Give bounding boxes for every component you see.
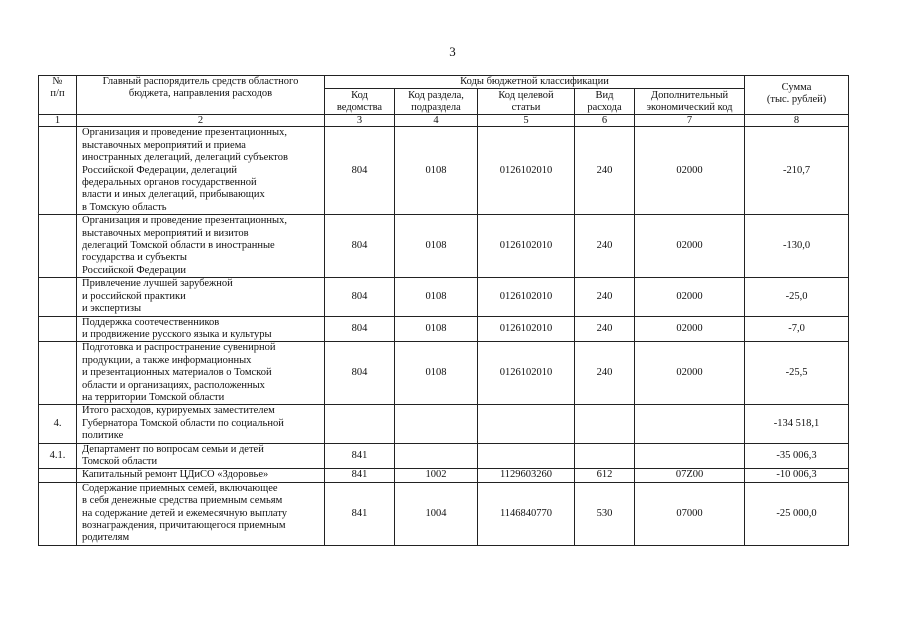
row-description-line: делегаций Томской области в иностранные <box>82 240 275 252</box>
row-razdel: 1004 <box>395 482 478 545</box>
row-dop: 07Z00 <box>635 469 745 482</box>
row-description-line: вознаграждения, причитающегося приемным <box>82 520 286 531</box>
row-description <box>77 278 325 316</box>
row-description-line: и продвижение русского языка и культуры <box>82 328 272 340</box>
row-dop <box>635 405 745 443</box>
header-razdel-line2: подраздела <box>411 101 461 113</box>
row-statya: 0126102010 <box>478 316 575 342</box>
row-sum: -10 006,3 <box>745 469 849 482</box>
row-sum: -25 000,0 <box>745 482 849 545</box>
row-sum: -25,5 <box>745 342 849 405</box>
row-statya: 1146840770 <box>478 482 575 545</box>
row-dop: 02000 <box>635 342 745 405</box>
row-description-line: продукции, а также информационных <box>82 354 252 366</box>
row-statya: 0126102010 <box>478 215 575 278</box>
header-statya-line2: статьи <box>511 101 541 113</box>
row-statya <box>478 405 575 443</box>
row-vedomstvo: 804 <box>325 215 395 278</box>
column-number-3: 3 <box>325 115 395 127</box>
row-description <box>77 469 325 482</box>
header-vedomstvo-line1: Код <box>351 89 368 101</box>
row-description-line: политике <box>82 430 124 442</box>
row-dop: 02000 <box>635 215 745 278</box>
row-dop: 02000 <box>635 127 745 215</box>
row-vedomstvo: 804 <box>325 278 395 316</box>
row-number <box>39 215 77 278</box>
table-row <box>39 443 849 469</box>
row-vedomstvo: 804 <box>325 342 395 405</box>
row-vid <box>575 443 635 469</box>
row-razdel: 0108 <box>395 127 478 215</box>
row-dop: 02000 <box>635 278 745 316</box>
header-sum <box>745 76 849 115</box>
row-sum: -25,0 <box>745 278 849 316</box>
row-dop: 02000 <box>635 316 745 342</box>
column-number-6: 6 <box>575 115 635 127</box>
row-description-line: Капитальный ремонт ЦДиСО «Здоровье» <box>82 469 269 481</box>
header-vedomstvo-line2: ведомства <box>336 101 383 113</box>
header-codes-group: Коды бюджетной классификации <box>325 76 745 89</box>
row-description-line: и экспертизы <box>82 303 142 315</box>
row-statya: 1129603260 <box>478 469 575 482</box>
row-number <box>39 127 77 215</box>
header-vedomstvo <box>325 89 395 115</box>
row-sum: -210,7 <box>745 127 849 215</box>
row-description-line: Поддержка соотечественников <box>82 316 220 328</box>
row-description-line: выставочных мероприятий и визитов <box>82 227 249 239</box>
row-number <box>39 469 77 482</box>
row-description-line: Содержание приемных семей, включающее <box>82 482 278 494</box>
row-vid: 240 <box>575 278 635 316</box>
row-description-line: Губернатора Томской области по социальной <box>82 417 284 429</box>
row-vedomstvo: 841 <box>325 482 395 545</box>
row-number <box>39 342 77 405</box>
header-vid-line2: расхода <box>587 101 622 113</box>
header-main-line2: бюджета, направления расходов <box>128 88 273 100</box>
row-number: 4.1. <box>39 443 77 469</box>
row-description-line: выставочных мероприятий и приема <box>82 139 246 151</box>
row-description-line: Итого расходов, курируемых заместителем <box>82 405 275 417</box>
table-body <box>39 127 849 545</box>
row-description-line: Департамент по вопросам семьи и детей <box>82 443 264 455</box>
table-row <box>39 405 849 443</box>
row-statya: 0126102010 <box>478 342 575 405</box>
row-vedomstvo <box>325 405 395 443</box>
row-razdel <box>395 405 478 443</box>
row-description-line: на содержание детей и ежемесячную выплату <box>82 507 288 519</box>
table-row <box>39 215 849 278</box>
row-description-line: Привлечение лучшей зарубежной <box>82 278 233 290</box>
row-vedomstvo: 841 <box>325 443 395 469</box>
row-number <box>39 316 77 342</box>
row-description-line: Организация и проведение презентационных, <box>82 215 287 227</box>
row-razdel: 0108 <box>395 316 478 342</box>
row-description <box>77 215 325 278</box>
row-razdel <box>395 443 478 469</box>
row-vid: 240 <box>575 316 635 342</box>
row-statya: 0126102010 <box>478 127 575 215</box>
header-vid-line1: Вид <box>595 89 614 101</box>
row-description-line: федеральных органов государственной <box>82 177 257 189</box>
row-vid: 240 <box>575 215 635 278</box>
header-vid <box>575 89 635 115</box>
column-number-2: 2 <box>77 115 325 127</box>
header-num-line2: п/п <box>50 88 65 100</box>
row-statya: 0126102010 <box>478 278 575 316</box>
row-dop: 07000 <box>635 482 745 545</box>
row-vedomstvo: 841 <box>325 469 395 482</box>
table-row <box>39 482 849 545</box>
header-num <box>39 76 77 115</box>
header-sum-line1: Сумма <box>781 82 812 93</box>
header-statya <box>478 89 575 115</box>
row-description-line: Российской Федерации, делегаций <box>82 164 237 176</box>
row-statya <box>478 443 575 469</box>
row-description-line: Российской Федерации <box>82 264 186 276</box>
row-description-line: Подготовка и распространение сувенирной <box>82 342 276 354</box>
row-vid: 240 <box>575 127 635 215</box>
row-description <box>77 342 325 405</box>
column-number-7: 7 <box>635 115 745 127</box>
row-razdel: 0108 <box>395 342 478 405</box>
row-sum: -134 518,1 <box>745 405 849 443</box>
row-description <box>77 405 325 443</box>
row-description-line: Организация и проведение презентационных, <box>82 127 287 139</box>
row-description-line: и российской практики <box>82 290 186 302</box>
column-number-8: 8 <box>745 115 849 127</box>
header-razdel-line1: Код раздела, <box>408 89 464 101</box>
row-vid: 530 <box>575 482 635 545</box>
row-vid: 612 <box>575 469 635 482</box>
header-num-line1: № <box>52 76 63 87</box>
row-sum: -130,0 <box>745 215 849 278</box>
table-row <box>39 342 849 405</box>
header-dop-line2: экономический код <box>646 101 733 113</box>
row-description-line: государства и субъекты <box>82 252 187 264</box>
row-dop <box>635 443 745 469</box>
table-row <box>39 278 849 316</box>
table-row <box>39 469 849 482</box>
row-number <box>39 278 77 316</box>
row-vid <box>575 405 635 443</box>
header-statya-line1: Код целевой <box>498 89 554 101</box>
row-sum: -7,0 <box>745 316 849 342</box>
row-description-line: в Томскую область <box>82 201 167 213</box>
column-number-1: 1 <box>39 115 77 127</box>
row-vid: 240 <box>575 342 635 405</box>
page-number: 3 <box>449 44 456 59</box>
row-description <box>77 443 325 469</box>
row-razdel: 0108 <box>395 278 478 316</box>
row-description <box>77 482 325 545</box>
header-dop <box>635 89 745 115</box>
row-vedomstvo: 804 <box>325 127 395 215</box>
row-sum: -35 006,3 <box>745 443 849 469</box>
row-number <box>39 482 77 545</box>
row-description-line: на территории Томской области <box>82 391 225 403</box>
column-number-4: 4 <box>395 115 478 127</box>
row-description <box>77 316 325 342</box>
row-number: 4. <box>39 405 77 443</box>
row-description-line: власти и иных делегаций, прибывающих <box>82 189 265 201</box>
column-number-5: 5 <box>478 115 575 127</box>
row-description-line: Томской области <box>82 455 158 467</box>
row-description <box>77 127 325 215</box>
header-sum-line2: (тыс. рублей) <box>766 94 827 106</box>
header-main <box>77 76 325 115</box>
row-razdel: 0108 <box>395 215 478 278</box>
row-description-line: родителям <box>82 532 130 544</box>
row-vedomstvo: 804 <box>325 316 395 342</box>
table-row <box>39 127 849 215</box>
header-dop-line1: Дополнительный <box>650 89 729 101</box>
row-description-line: и презентационных материалов о Томской <box>82 367 272 379</box>
table-row <box>39 316 849 342</box>
row-description-line: области и организациях, расположенных <box>82 379 265 391</box>
header-razdel <box>395 89 478 115</box>
header-main-line1: Главный распорядитель средств областного <box>102 76 299 87</box>
budget-table <box>38 75 849 546</box>
row-description-line: в себя денежные средства приемным семьям <box>82 495 283 507</box>
row-description-line: иностранных делегаций, делегаций субъектов <box>82 152 288 164</box>
row-razdel: 1002 <box>395 469 478 482</box>
